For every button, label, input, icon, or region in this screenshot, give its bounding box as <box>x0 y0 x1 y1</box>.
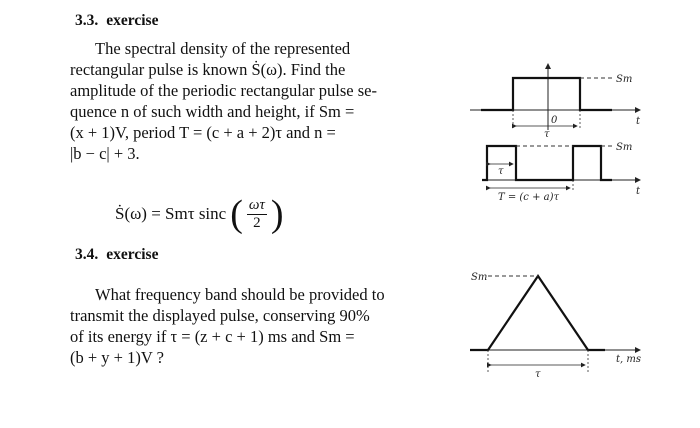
t-label-bottom: t <box>636 186 641 197</box>
paren-close: ) <box>270 193 284 235</box>
sm-label-bottom: Sm <box>616 142 633 153</box>
text-line: amplitude of the periodic rectangular pulse se- <box>70 81 377 100</box>
text-line: (x + 1)V, period T = (c + a + 2)τ and n = <box>70 123 336 142</box>
sm-label-triangle: Sm <box>471 272 488 283</box>
text-line: transmit the displayed pulse, conserving 90% <box>70 306 370 325</box>
exercise-title: exercise <box>106 246 159 263</box>
triangular-pulse-figure <box>470 272 641 380</box>
t-label-top: t <box>636 116 641 127</box>
text-line: (b + y + 1)V ? <box>70 348 164 367</box>
text-line: The spectral density of the represented <box>95 39 351 58</box>
exercise-number: 3.4. <box>75 246 99 263</box>
text-line: quence n of such width and height, if Sm = <box>70 102 355 121</box>
origin-label: 0 <box>551 115 558 126</box>
tau-label-bottom: τ <box>498 166 504 177</box>
exercise-title: exercise <box>106 12 159 29</box>
text-line: What frequency band should be provided to <box>95 285 385 304</box>
formula-lhs: Ṡ(ω) = Smτ sinc <box>115 204 227 223</box>
period-label: T = (c + a)τ <box>498 192 560 203</box>
pulse-shape <box>481 78 612 110</box>
sm-label-top: Sm <box>616 74 633 85</box>
paren-open: ( <box>230 193 243 235</box>
fraction-numerator: ωτ <box>248 196 265 213</box>
periodic-pulse-figure <box>482 142 641 203</box>
t-ms-label: t, ms <box>616 354 641 365</box>
fraction-denominator: 2 <box>253 214 261 231</box>
exercise-number: 3.3. <box>75 12 99 29</box>
text-line: rectangular pulse is known Ṡ(ω). Find the <box>70 60 346 79</box>
tau-label-top: τ <box>544 129 550 140</box>
single-pulse-figure <box>470 64 641 140</box>
tau-label-triangle: τ <box>535 369 541 380</box>
text-line: of its energy if τ = (z + c + 1) ms and Sm = <box>70 327 355 346</box>
triangle-shape <box>470 276 605 350</box>
text-line: |b − c| + 3. <box>70 144 140 163</box>
